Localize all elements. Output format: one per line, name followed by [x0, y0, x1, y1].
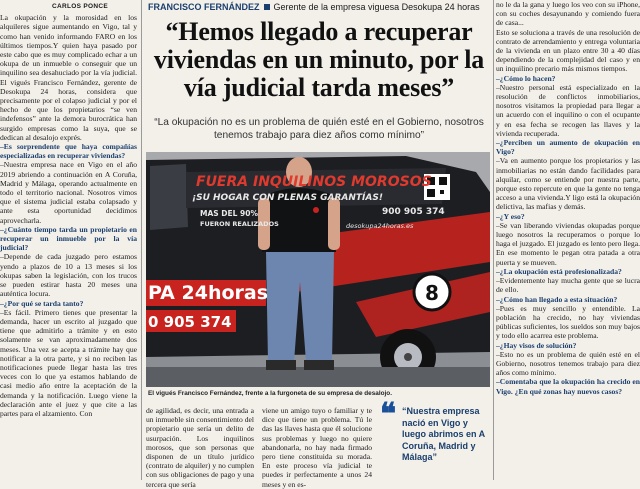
interviewee-role: Gerente de la empresa viguesa Desokupa 24 horas [273, 2, 480, 12]
left-column-paragraph: –Depende de cada juzgado pero estamos yendo a plazos de 10 a 13 meses si los okupas saben la legislación, con los trucos se pueden estirar hasta 20 meses una auténtica locura. [0, 252, 137, 299]
van-line2: ¡SU HOGAR CON PLENAS GARANTÍAS! [192, 193, 383, 203]
column-rule-right [493, 0, 494, 480]
left-column-question: –¿Cuánto tiempo tarda un propietario en recuperar un inmueble por la vía judicial? [0, 224, 137, 253]
right-column-question: –¿Y eso? [496, 211, 525, 221]
right-column [496, 0, 640, 396]
caption-text: El vigués Francisco Fernández, frente a la furgoneta de su empresa de desalojo. [148, 390, 392, 397]
photo-caption [148, 390, 488, 398]
middle-column-2 [262, 406, 372, 489]
van-line3: MAS DEL 90% [200, 209, 258, 218]
right-column-question: –¿La okupación está profesionalizada? [496, 266, 622, 276]
van-web: desokupa24horas.es [346, 222, 414, 230]
left-column [0, 0, 137, 418]
middle-column-1 [146, 406, 254, 489]
photo-illustration [146, 152, 490, 387]
van-line1: FUERA INQUILINOS MOROSOS [196, 174, 432, 190]
left-column-paragraph: –Es fácil. Primero tienes que presentar la demanda, hacer un escrito al juzgado que tiene que admitirlo a trámite y en esto solamente se van aproximadamente dos meses. Una vez se acepta a trámite hay que notificar a la otra parte, y si no reciben las notificaciones puede llegar hasta las tres veces con lo que ya estamos hablando de casi medio año entre la aceptación de la demanda y la notificación. Luego viene la declaración ante el juez y que cite a las partes para el alzamiento. Con [0, 307, 137, 418]
separator-square-icon [264, 4, 270, 10]
left-paragraphs [0, 13, 137, 418]
right-column-paragraph: –Pues es muy sencillo y entendible. La población ha crecido, no hay viviendas públicas suficientes, los sueldos son muy bajos y todo ello acarrea este problema. [496, 303, 640, 341]
quote-mark-icon: ❝ [380, 398, 397, 431]
right-column-question: –¿Hay visos de solución? [496, 340, 577, 350]
interview-header [148, 0, 490, 14]
right-column-paragraph: no le da la gana y luego los veo con su iPhone, con su coches desayunando y comiendo fuera de casa... [496, 0, 640, 28]
left-column-question: –¿Por qué se tarda tanto? [0, 298, 84, 308]
left-column-question: –Es sorprendente que haya compañías especializadas en recuperar viviendas? [0, 142, 137, 161]
column-rule-left [141, 0, 142, 480]
byline: CARLOS PONCE [52, 3, 108, 10]
article-photo [146, 152, 490, 387]
right-column-paragraph: –Se van liberando viviendas okupadas porque luego nosotros la recuperamos o porque lo haga el juzgado. El juzgado es lento pero llega. En ese momento le pegan otra patada a otra puerta y se mueven. [496, 220, 640, 267]
pull-quote-text: “Nuestra empresa nació en Vigo y luego abrimos en A Coruña, Madrid y Málaga” [402, 406, 485, 462]
mid-col2-text: viene un amigo tuyo o familiar y te dice que tiene un problema. Tú le das las llaves hasta que él solucione sus problemas y luego no quiere abandonarla, no hay nada firmado pero tiene constituida su morada. En este proceso vía judicial te puedes ir perfectamente a unos 24 meses y en es- [262, 406, 372, 489]
right-column-paragraph: –Nuestro personal está especializado en la resolución de conflictos inmobiliarios, nosotros visitamos la propiedad para llegar a un acuerdo con el inquilino o con el ocupante y en esa fecha se recogen las llaves y la vivienda recuperada. [496, 82, 640, 138]
right-paragraphs [496, 0, 640, 396]
right-column-question: –Comentaba que la okupación ha crecido en Vigo. ¿En qué zonas hay nuevos casos? [496, 377, 640, 396]
right-column-paragraph: –Evidentemente hay mucha gente que se lucra de ello. [496, 276, 640, 295]
right-column-question: –¿Perciben un aumento de okupación en Vigo? [496, 138, 640, 157]
left-column-paragraph: La okupación y la morosidad en los alquileres sigue aumentando en Vigo, tal y como han venido informando FARO en los últimos tiempos.Y quien haya pasado por este cabo que es muy complicado echar a un okupa de un inmueble o conseguir que un inquilino sea desahuciado por la vía judicial. El vigués Francisco Fernández, gerente de Desokupa 24 horas, considera que precisamente por el colapso judicial y por el hecho de que los propietarios “se ven indefensos” ante la demora burocrática han surgido empresas como la suya, que se dedican al desalojo exprés. [0, 13, 137, 142]
van-phone-small: 900 905 374 [382, 207, 445, 217]
right-column-paragraph: –Esto no es un problema de quién esté en el Gobierno, nosotros tenemos trabajo para diez años como mínimo. [496, 349, 640, 378]
right-column-paragraph: Esto se soluciona a través de una resolución de contrato de arrendamiento y entrega voluntaria de la vivienda en un plazo entre 30 a 40 días dependiendo de la complejidad del caso y en un inquilino precario más mismos tiempos. [496, 27, 640, 74]
interviewee-name: FRANCISCO FERNÁNDEZ [148, 2, 260, 12]
van-badge-number: 8 [425, 281, 439, 305]
right-column-paragraph: –Va en aumento porque los propietarios y las inmobiliarias no están dando facilidades para alquilar, como se entiende por nuestra parte, porque esto repercute en que la gente no tenga acceso a una vivienda.Y ligo está la okupación delictiva, las mafias y demás. [496, 156, 640, 212]
headline: “Hemos llegado a recuperar viviendas en un minuto, por la vía judicial tarda meses” [153, 17, 485, 102]
van-brand: PA 24horas [148, 282, 269, 304]
van-line4: FUERON REALIZADOS [200, 220, 279, 228]
right-column-question: –¿Cómo han llegado a esta situación? [496, 294, 618, 304]
left-column-paragraph: –Nuestra empresa nace en Vigo en el año 2019 abriendo a continuación en A Coruña, Madrid y Málaga, operando actualmente en todo el territorio nacional. Nosotros vimos que el sistema judicial estaba colapsado y ante esta oportunidad decidimos aprovecharla. [0, 160, 137, 225]
mid-col1-text: de agilidad, es decir, una entrada a un inmueble sin consentimiento del propietario que sería un delito de usurpación. Los inquilinos morosos, que son personas que disponen de un título jurídico (contrato de alquiler) y no cumplen con sus obligaciones de pago y una tercera que sería [146, 406, 254, 489]
van-phone-big: 0 905 374 [148, 313, 232, 331]
subhead: “La okupación no es un problema de quién esté en el Gobierno, nosotros tenemos trabajo para diez años como mínimo” [154, 117, 484, 141]
right-column-question: –¿Cómo lo hacen? [496, 73, 556, 83]
